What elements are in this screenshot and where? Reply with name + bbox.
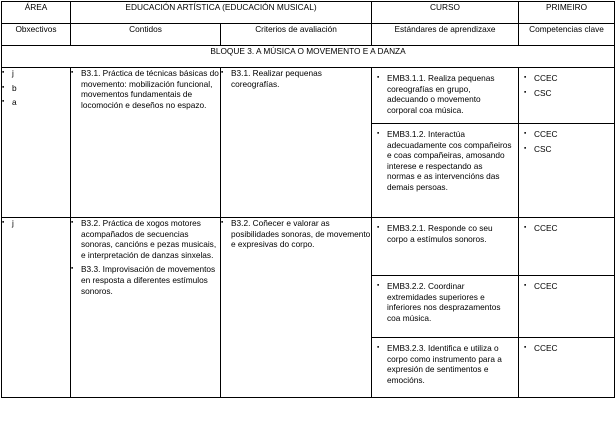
standard-text: EMB3.2.3. Identifica e utiliza o corpo como instrumento para a expresión de sentimentos e emocións. <box>387 343 502 385</box>
bullet-icon: ▪ <box>524 144 527 152</box>
header-area: ÁREA <box>2 2 71 24</box>
header-subject: EDUCACIÓN ARTÍSTICA (EDUCACIÓN MUSICAL) <box>71 2 372 24</box>
competence-text: CSC <box>534 143 552 154</box>
standard-item <box>372 338 518 397</box>
competences-cell <box>519 68 615 218</box>
criteria-cell <box>221 68 372 218</box>
standards-cell <box>372 218 519 398</box>
list-item <box>2 97 70 108</box>
bullet-icon: ▪ <box>524 74 527 81</box>
header-row-top <box>2 2 615 24</box>
bullet-icon: ▪ <box>377 130 380 137</box>
curriculum-table <box>1 1 615 398</box>
bloque-row <box>2 46 615 68</box>
content-text: B3.3. Improvisación de movementos en resposta a diferentes estímulos sonoros. <box>81 264 216 296</box>
list-item <box>71 68 220 110</box>
column-objectives: Obxectivos <box>2 24 71 46</box>
bullet-icon: ▪ <box>2 219 5 226</box>
list-item <box>2 218 70 229</box>
list-item <box>2 68 70 79</box>
bullet-icon: ▪ <box>377 224 380 231</box>
objective-text: j <box>12 218 14 228</box>
bullet-icon: ▪ <box>71 219 74 226</box>
competence-text: CCEC <box>534 129 558 139</box>
criterion-text: B3.2. Coñecer e valorar as posibilidades sonoras, de movemento e expresivas do corpo. <box>231 218 371 250</box>
objective-text: b <box>12 82 17 93</box>
competence-item <box>519 276 614 338</box>
bullet-icon: ▪ <box>524 344 527 351</box>
bullet-icon: ▪ <box>2 69 5 76</box>
bullet-icon: ▪ <box>377 344 380 351</box>
table-row <box>2 218 615 398</box>
list-item <box>71 264 220 296</box>
competence-item <box>519 338 614 397</box>
competence-text: CSC <box>534 87 552 98</box>
standard-text: EMB3.2.2. Coordinar extremidades superiores e inferiores nos desprazamentos coa música. <box>387 281 501 323</box>
bullet-icon: ▪ <box>2 98 5 106</box>
bullet-icon: ▪ <box>524 88 527 96</box>
table-row <box>2 68 615 218</box>
list-item <box>221 68 371 89</box>
bullet-icon: ▪ <box>524 282 527 289</box>
competence-item <box>519 124 614 217</box>
objective-text: a <box>12 97 17 108</box>
competence-text: CCEC <box>534 223 558 233</box>
competence-text: CCEC <box>534 73 558 83</box>
bullet-icon: ▪ <box>221 69 224 76</box>
header-level: PRIMEIRO <box>519 2 615 24</box>
competence-text: CCEC <box>534 281 558 291</box>
content-text: B3.1. Práctica de técnicas básicas do movemento: mobilización funcional, movementos fundamentais de locomoción e deseños no espazo. <box>81 68 219 110</box>
bullet-icon: ▪ <box>377 282 380 289</box>
objectives-cell <box>2 68 71 218</box>
standard-item <box>372 68 518 124</box>
standard-text: EMB3.1.1. Realiza pequenas coreografías en grupo, adecuando o movemento corporal coa música. <box>387 73 495 115</box>
list-item <box>71 218 220 260</box>
bullet-icon: ▪ <box>2 83 5 91</box>
bullet-icon: ▪ <box>221 219 224 226</box>
header-curso: CURSO <box>372 2 519 24</box>
list-item <box>221 218 371 250</box>
standard-text: EMB3.2.1. Responde co seu corpo a estímulos sonoros. <box>387 223 493 244</box>
standard-text: EMB3.1.2. Interactúa adecuadamente cos compañeiros e coas compañeiras, amosando interese e respectando as normas e as intervencións das demais persoas. <box>387 129 512 193</box>
column-criteria: Criterios de avaliación <box>221 24 372 46</box>
bullet-icon: ▪ <box>377 74 380 81</box>
bullet-icon: ▪ <box>71 265 74 273</box>
standard-item <box>372 218 518 276</box>
header-row-columns <box>2 24 615 46</box>
standard-item <box>372 124 518 217</box>
standards-cell <box>372 68 519 218</box>
competence-item <box>519 68 614 124</box>
content-text: B3.2. Práctica de xogos motores acompañados de secuencias sonoras, cancións e pezas musicais, e interpretación de danzas sinxelas. <box>81 218 217 260</box>
contents-cell <box>71 68 221 218</box>
bloque-title: BLOQUE 3. A MÚSICA O MOVEMENTO E A DANZA <box>2 46 615 68</box>
criterion-text: B3.1. Realizar pequenas coreografías. <box>231 68 322 89</box>
list-item <box>2 83 70 94</box>
column-standards: Estándares de aprendizaxe <box>372 24 519 46</box>
competences-cell <box>519 218 615 398</box>
column-competences: Competencias clave <box>519 24 615 46</box>
objectives-cell <box>2 218 71 398</box>
criteria-cell <box>221 218 372 398</box>
bullet-icon: ▪ <box>524 130 527 137</box>
bullet-icon: ▪ <box>71 69 74 76</box>
standard-item <box>372 276 518 338</box>
objective-text: j <box>12 68 14 78</box>
column-contents: Contidos <box>71 24 221 46</box>
competence-text: CCEC <box>534 343 558 353</box>
contents-cell <box>71 218 221 398</box>
competence-item <box>519 218 614 276</box>
bullet-icon: ▪ <box>524 224 527 231</box>
